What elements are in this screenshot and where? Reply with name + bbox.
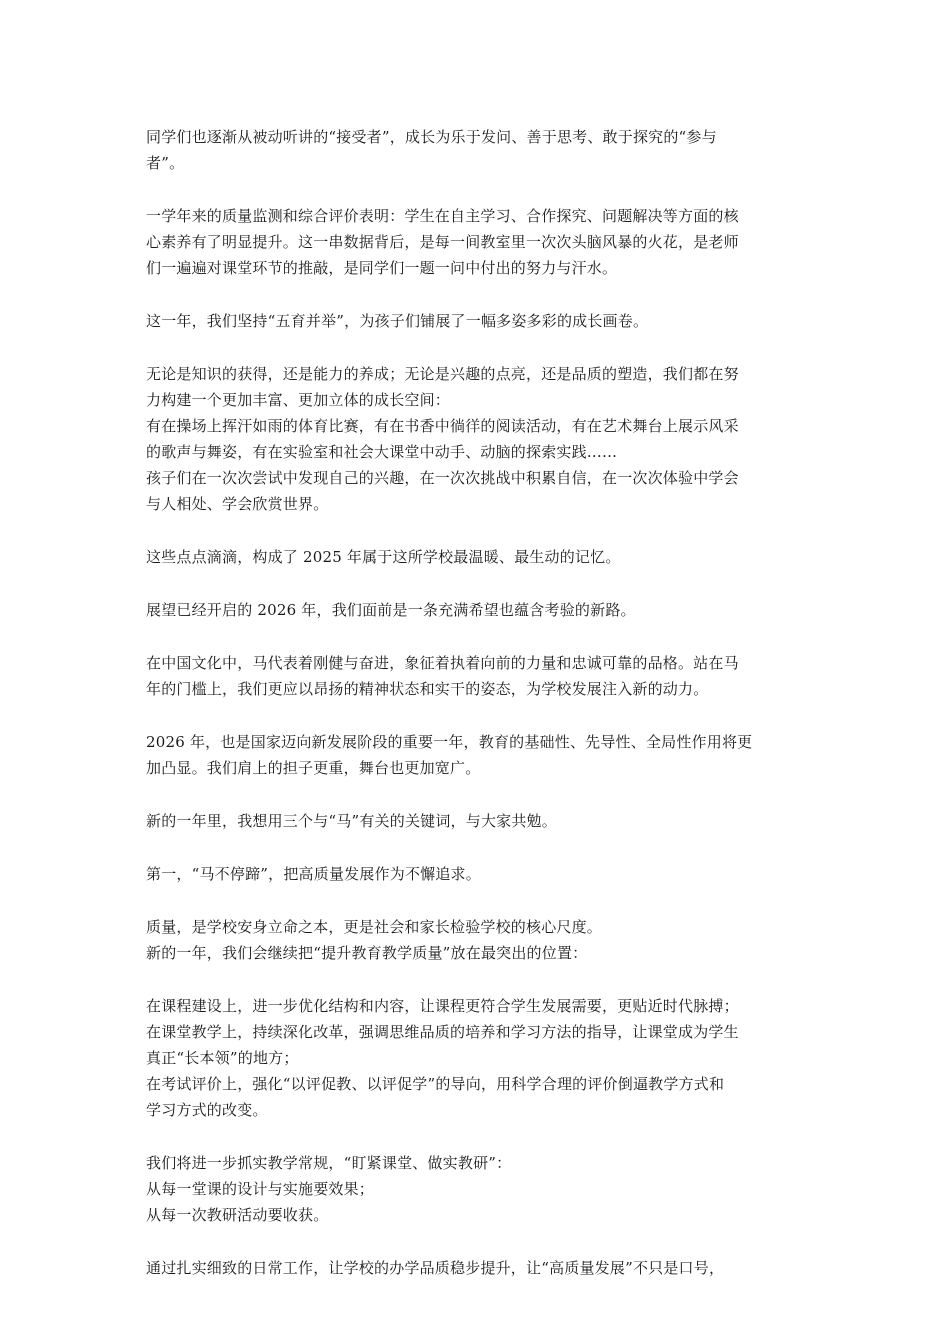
text-line: 从每一次教研活动要收获。 [146,1206,329,1224]
text-line: 心素养有了明显提升。这一串数据背后，是每一间教室里一次次头脑风暴的火花，是老师 [146,233,739,251]
text-line: 与人相处、学会欣赏世界。 [146,495,329,513]
text-line: 我们将进一步抓实教学常规，“盯紧课堂、做实教研”： [146,1154,512,1172]
text-line: 一学年来的质量监测和综合评价表明：学生在自主学习、合作探究、问题解决等方面的核 [146,207,739,225]
text-line: 者”。 [146,154,185,172]
text-line: 在中国文化中，马代表着刚健与奋进，象征着执着向前的力量和忠诚可靠的品格。站在马 [146,654,739,672]
paragraph [146,544,810,570]
text-line: 展望已经开启的 2026 年，我们面前是一条充满希望也蕴含考验的新路。 [146,601,636,619]
text-line: 通过扎实细致的日常工作，让学校的办学品质稳步提升，让“高质量发展”不只是口号， [146,1259,725,1277]
text-line: 孩子们在一次次尝试中发现自己的兴趣，在一次次挑战中积累自信，在一次次体验中学会 [146,469,739,487]
text-line: 力构建一个更加丰富、更加立体的成长空间： [146,391,451,409]
text-line: 这些点点滴滴，构成了 2025 年属于这所学校最温暖、最生动的记忆。 [146,548,621,566]
document-page [146,124,810,1308]
paragraph [146,861,810,887]
text-line: 在考试评价上，强化“以评促教、以评促学”的导向，用科学合理的评价倒逼教学方式和 [146,1075,725,1093]
text-line: 加凸显。我们肩上的担子更重，舞台也更加宽广。 [146,759,481,777]
paragraph [146,914,810,966]
text-line: 无论是知识的获得，还是能力的养成；无论是兴趣的点亮，还是品质的塑造，我们都在努 [146,365,739,383]
paragraph [146,361,810,517]
paragraph [146,308,810,334]
paragraph [146,650,810,702]
text-line: 真正“长本领”的地方； [146,1049,299,1067]
paragraph [146,1255,810,1281]
text-line: 新的一年，我们会继续把“提升教育教学质量”放在最突出的位置： [146,944,588,962]
text-line: 从每一堂课的设计与实施要效果； [146,1180,375,1198]
text-line: 们一遍遍对课堂环节的推敲，是同学们一题一问中付出的努力与汗水。 [146,259,618,277]
text-line: 第一，“马不停蹄”，把高质量发展作为不懈追求。 [146,865,481,883]
text-line: 这一年，我们坚持“五育并举”，为孩子们铺展了一幅多姿多彩的成长画卷。 [146,312,649,330]
text-line: 质量，是学校安身立命之本，更是社会和家长检验学校的核心尺度。 [146,918,603,936]
text-line: 的歌声与舞姿，有在实验室和社会大课堂中动手、动脑的探索实践…… [146,443,618,461]
paragraph [146,808,810,834]
paragraph [146,124,810,176]
text-line: 新的一年里，我想用三个与“马”有关的关键词，与大家共勉。 [146,812,557,830]
paragraph [146,203,810,281]
paragraph [146,597,810,623]
paragraph [146,729,810,781]
text-line: 2026 年，也是国家迈向新发展阶段的重要一年，教育的基础性、先导性、全局性作用将更 [146,733,753,751]
text-line: 在课堂教学上，持续深化改革，强调思维品质的培养和学习方法的指导，让课堂成为学生 [146,1023,739,1041]
text-line: 学习方式的改变。 [146,1101,268,1119]
text-line: 同学们也逐渐从被动听讲的“接受者”，成长为乐于发问、善于思考、敢于探究的“参与 [146,128,717,146]
text-line: 年的门槛上，我们更应以昂扬的精神状态和实干的姿态，为学校发展注入新的动力。 [146,680,709,698]
text-line: 在课程建设上，进一步优化结构和内容，让课程更符合学生发展需要，更贴近时代脉搏； [146,997,739,1015]
paragraph [146,1150,810,1228]
paragraph [146,993,810,1123]
text-line: 有在操场上挥汗如雨的体育比赛，有在书香中徜徉的阅读活动，有在艺术舞台上展示风采 [146,417,739,435]
